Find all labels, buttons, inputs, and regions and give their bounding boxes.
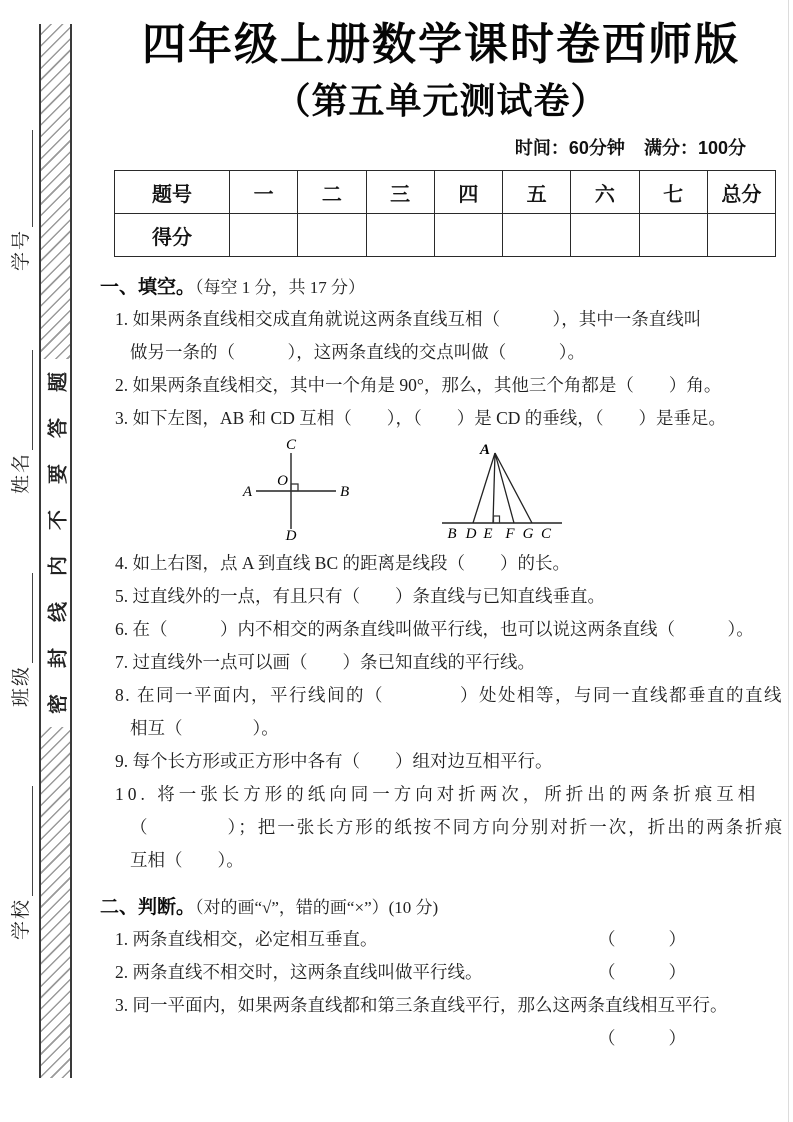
header-cell-2: 二	[298, 171, 366, 214]
fill-q3: 3. 如下左图，AB 和 CD 互相（ ），（ ）是 CD 的垂线，（ ）是垂足。	[115, 408, 727, 428]
figure2-label-D: D	[465, 526, 477, 541]
fill-q1-line1: 1. 如果两条直线相交成直角就说这两条直线互相（ ），其中一条直线叫	[115, 309, 702, 329]
figure1-label-D: D	[285, 528, 297, 541]
fill-q8-line2: 相互（ ）。	[130, 718, 279, 738]
seal-char: 线	[47, 602, 69, 622]
right-angle-mark	[291, 484, 298, 491]
header-cell-6: 六	[571, 171, 639, 214]
fill-q10-line3: 互相（ ）。	[130, 850, 244, 870]
seal-char: 密	[47, 694, 69, 714]
section-judge-note: （对的画“√”，错的画“×”）(10 分)	[195, 898, 439, 917]
fill-q4: 4. 如上右图，点 A 到直线 BC 的距离是线段（ ）的长。	[115, 553, 571, 573]
section-fill-note: （每空 1 分，共 17 分）	[195, 278, 366, 297]
section-fill-heading	[94, 274, 788, 303]
student-number-blank-line	[18, 130, 33, 227]
figure2-label-B: B	[447, 526, 457, 541]
figure2-label-F: F	[505, 526, 515, 541]
seal-char: 不	[47, 510, 69, 530]
right-angle-mark	[494, 516, 500, 523]
figure2-label-G: G	[522, 526, 534, 541]
judge-item-3-text: 3. 同一平面内，如果两条直线都和第三条直线平行，那么这两条直线相互平行。	[115, 995, 728, 1015]
fill-q5: 5. 过直线外的一点，有且只有（ ）条直线与已知直线垂直。	[115, 586, 605, 606]
class-blank-line	[18, 573, 33, 663]
header-cell-7: 七	[639, 171, 707, 214]
header-cell-4: 四	[434, 171, 502, 214]
class-field	[11, 573, 33, 707]
student-number-field	[11, 130, 33, 271]
section-judge-title: 二、判断。	[100, 897, 196, 918]
page-subtitle: （第五单元测试卷）	[274, 80, 608, 121]
figure1-label-B: B	[340, 484, 350, 500]
school-label: 学校	[11, 897, 32, 940]
figure1-label-O: O	[277, 473, 288, 489]
name-label: 姓名	[11, 452, 32, 495]
seal-line-band	[39, 24, 72, 1078]
score-cell	[434, 214, 502, 257]
student-number-label: 学号	[11, 229, 32, 272]
geometry-figures	[94, 437, 788, 543]
main-content	[94, 0, 788, 1055]
score-table-score-row	[115, 214, 776, 257]
hatch-pattern-top	[41, 24, 70, 359]
fill-q10-line1: 10. 将一张长方形的纸向同一方向对折两次，所折出的两条折痕互相	[115, 784, 760, 804]
header-cell-question-number: 题号	[115, 171, 230, 214]
seal-char: 要	[47, 464, 69, 484]
name-blank-line	[18, 350, 33, 450]
figure2-label-C: C	[540, 526, 552, 541]
score-cell	[298, 214, 366, 257]
score-cell	[571, 214, 639, 257]
figure2-label-A: A	[479, 442, 490, 458]
score-cell	[230, 214, 298, 257]
judge-item-1	[94, 923, 788, 956]
perpendicular-cross-figure	[242, 437, 352, 541]
figure2-label-E: E	[483, 526, 493, 541]
judge-item-1-text: 1. 两条直线相交，必定相互垂直。	[115, 929, 378, 949]
fill-q7: 7. 过直线外一点可以画（ ）条已知直线的平行线。	[115, 652, 535, 672]
score-table	[114, 170, 776, 257]
class-label: 班级	[11, 665, 32, 708]
seal-char: 内	[47, 556, 69, 576]
judge-item-2	[94, 956, 788, 989]
header-cell-total: 总分	[707, 171, 775, 214]
exam-full-score: 满分：100分	[643, 138, 746, 158]
exam-meta	[94, 136, 788, 160]
judge-item-2-answer-paren: （ ）	[598, 962, 692, 982]
seal-char: 题	[47, 372, 69, 392]
score-cell	[366, 214, 434, 257]
score-row-label: 得分	[115, 214, 230, 257]
judge-item-1-answer-paren: （ ）	[598, 929, 692, 949]
section-fill-title: 一、填空。	[100, 277, 196, 298]
section-judge-heading	[94, 894, 788, 923]
distance-to-line-figure	[440, 437, 565, 541]
fill-q9: 9. 每个长方形或正方形中各有（ ）组对边互相平行。	[115, 751, 553, 771]
school-field	[11, 786, 33, 940]
figure1-label-C: C	[285, 437, 297, 453]
hatch-pattern-bottom	[41, 727, 70, 1078]
judge-item-3-answer-paren: （ ）	[598, 1028, 692, 1048]
fill-q6: 6. 在（ ）内不相交的两条直线叫做平行线，也可以说这两条直线（ ）。	[115, 619, 754, 639]
student-info-strip	[5, 130, 39, 940]
score-cell	[503, 214, 571, 257]
name-field	[11, 350, 33, 494]
score-cell	[707, 214, 775, 257]
school-blank-line	[18, 786, 33, 896]
fill-q1-line2: 做另一条的（ ），这两条直线的交点叫做（ ）。	[130, 342, 585, 362]
fill-q2: 2. 如果两条直线相交，其中一个角是 90°，那么，其他三个角都是（ ）角。	[115, 375, 722, 395]
exam-time: 时间：60分钟	[514, 138, 625, 158]
header-cell-5: 五	[503, 171, 571, 214]
scan-edge	[788, 0, 789, 1122]
fill-q10-line2: （ ）；把一张长方形的纸按不同方向分别对折一次，折出的两条折痕	[130, 817, 785, 837]
seal-char: 封	[47, 648, 69, 668]
figure1-label-A: A	[242, 484, 252, 500]
header-cell-1: 一	[230, 171, 298, 214]
score-table-header-row	[115, 171, 776, 214]
judge-item-2-text: 2. 两条直线不相交时，这两条直线叫做平行线。	[115, 962, 483, 982]
fill-q8-line1: 8. 在同一平面内，平行线间的（ ）处处相等，与同一直线都垂直的直线	[115, 685, 783, 705]
seal-char: 答	[47, 418, 69, 438]
header-cell-3: 三	[366, 171, 434, 214]
score-cell	[639, 214, 707, 257]
page-title: 四年级上册数学课时卷西师版	[142, 20, 740, 69]
